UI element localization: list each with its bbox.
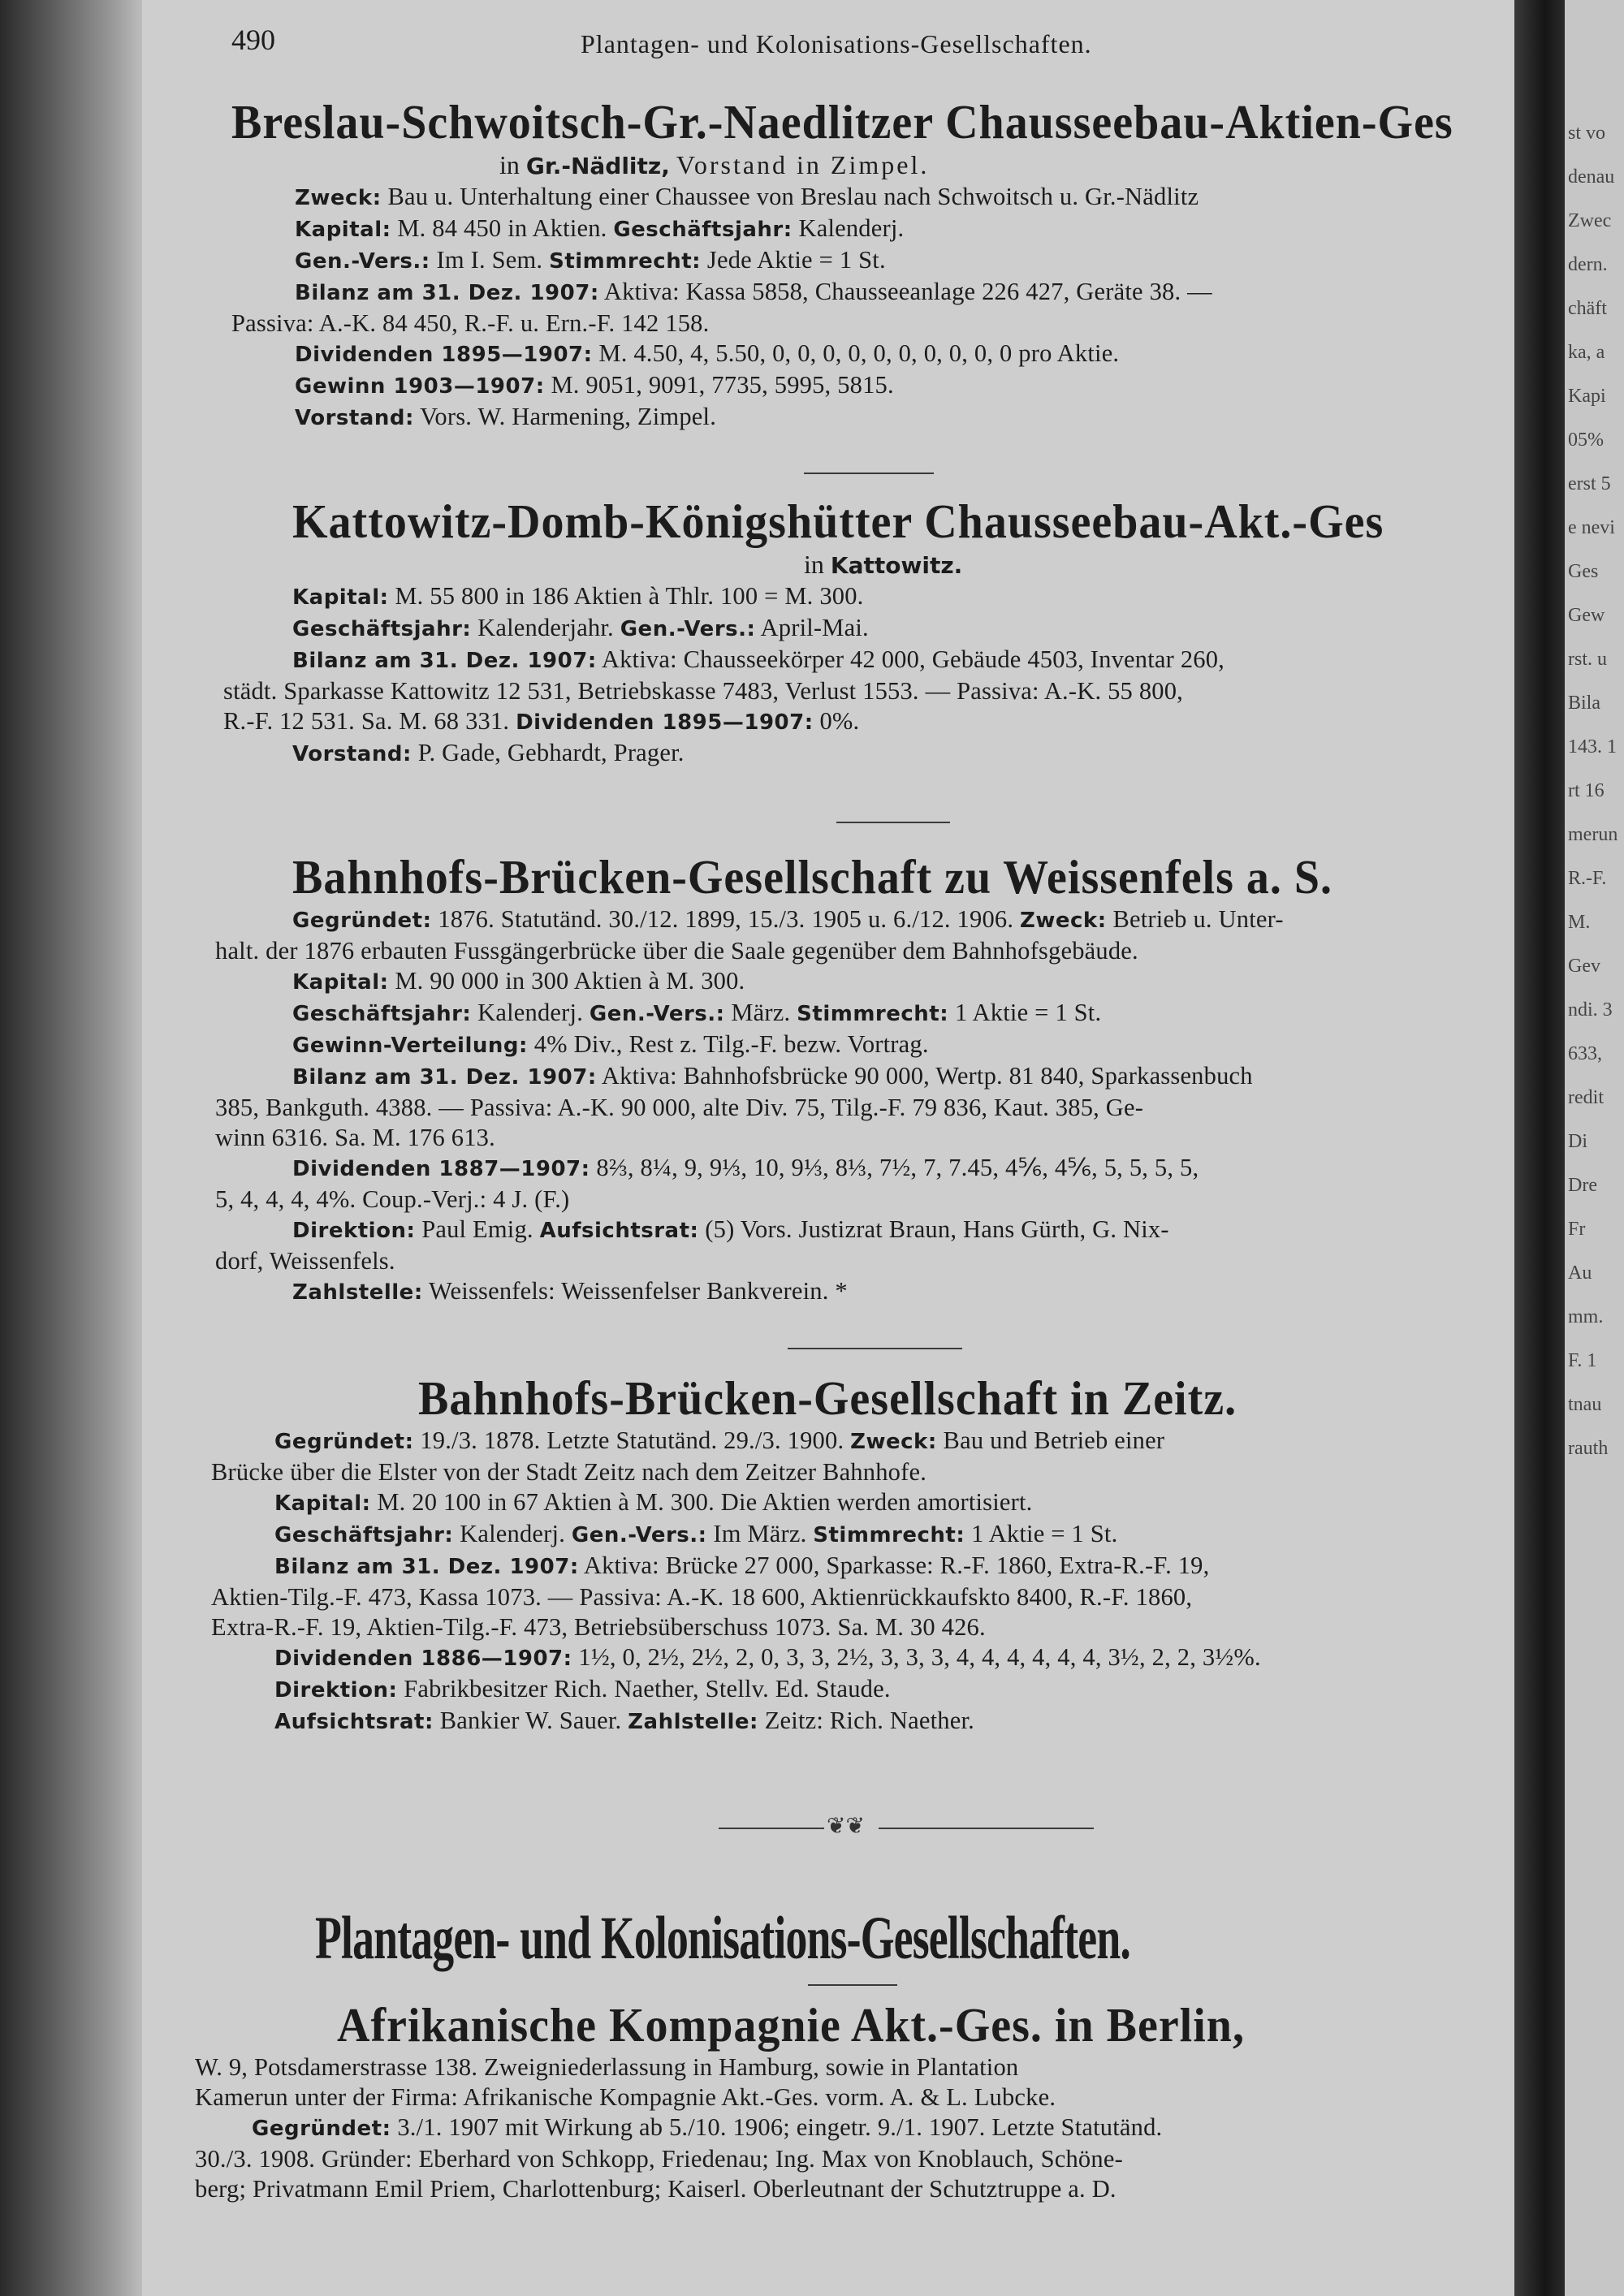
field-text: 30./3. 1908. Gründer: Eberhard von Schkopp, Friedenau; Ing. Max von Knoblauch, Schöne-: [195, 2145, 1123, 2173]
field-label: Geschäftsjahr:: [292, 1002, 472, 1026]
field-text: M. 9051, 9091, 7735, 5995, 5815.: [551, 371, 894, 399]
entry-line: [215, 936, 1624, 966]
entry-line: [274, 1426, 1624, 1457]
field-text: Im März.: [713, 1520, 807, 1547]
entry-weissenfels: [215, 851, 1624, 1308]
facing-page-text: rauth: [1568, 1438, 1609, 1459]
field-label: Aufsichtsrat:: [539, 1219, 699, 1243]
entry-location: [292, 549, 1624, 581]
field-text: Im I. Sem.: [436, 246, 543, 274]
field-label: Vorstand:: [292, 742, 412, 766]
facing-page-text: Ges: [1568, 561, 1599, 582]
facing-page-text: Kapi: [1568, 386, 1606, 407]
facing-page-text: Au: [1568, 1262, 1592, 1284]
entry-line: [223, 676, 1624, 706]
entry-line: [295, 214, 1624, 245]
facing-page-text: denau: [1568, 166, 1615, 188]
field-label: Stimmrecht:: [813, 1523, 965, 1547]
location-rest: Vorstand in Zimpel.: [676, 150, 930, 179]
entry-line: [292, 581, 1624, 613]
entry-line: [292, 738, 1624, 770]
field-text: dorf, Weissenfels.: [215, 1247, 395, 1275]
entry-line: [292, 904, 1624, 936]
entry-line: [195, 2144, 1624, 2174]
field-label: Dividenden 1895—1907:: [295, 343, 593, 367]
entry-line: [215, 1123, 1624, 1153]
field-text: M. 84 450 in Aktien.: [397, 214, 607, 242]
field-text: Fabrikbesitzer Rich. Naether, Stellv. Ed. Staude.: [404, 1675, 891, 1703]
facing-page-text: Dre: [1568, 1175, 1597, 1196]
field-text: 19./3. 1878. Letzte Statutänd. 29./3. 1900.: [420, 1426, 844, 1454]
field-label: Geschäftsjahr:: [292, 617, 472, 641]
field-label: Kapital:: [295, 218, 391, 242]
facing-page-text: redit: [1568, 1087, 1604, 1108]
field-text: M. 55 800 in 186 Aktien à Thlr. 100 = M. 300.: [395, 582, 864, 610]
field-label: Bilanz am 31. Dez. 1907:: [292, 1065, 597, 1090]
facing-page-text: Di: [1568, 1131, 1587, 1152]
facing-page-text: e nevi: [1568, 517, 1615, 538]
field-label: Gegründet:: [252, 2117, 391, 2141]
field-text: städt. Sparkasse Kattowitz 12 531, Betriebskasse 7483, Verlust 1553. — Passiva: A.-K. 55 800,: [223, 677, 1184, 705]
ornament-rule-left: [719, 1828, 824, 1829]
field-text: 1 Aktie = 1 St.: [954, 999, 1102, 1026]
field-label: Bilanz am 31. Dez. 1907:: [274, 1555, 579, 1579]
facing-page-text: ka, a: [1568, 342, 1605, 363]
field-label: Gen.-Vers.:: [571, 1523, 707, 1547]
field-label: Direktion:: [274, 1678, 398, 1703]
field-text: Bau u. Unterhaltung einer Chaussee von Breslau nach Schwoitsch u. Gr.-Nädlitz: [387, 183, 1199, 210]
entry-line: [211, 1612, 1624, 1642]
field-text: Aktiva: Brücke 27 000, Sparkasse: R.-F. 1860, Extra-R.-F. 19,: [583, 1552, 1210, 1579]
facing-page-text: Bila: [1568, 693, 1600, 714]
field-label: Gegründet:: [274, 1430, 414, 1454]
entry-line: [195, 2082, 1624, 2113]
field-label: Gen.-Vers.:: [295, 249, 430, 274]
field-label: Gewinn-Verteilung:: [292, 1034, 528, 1058]
field-label: Gen.-Vers.:: [589, 1002, 725, 1026]
divider-rule: [808, 1984, 897, 1986]
entry-breslau: [231, 96, 1624, 434]
facing-page-text: 143. 1: [1568, 736, 1617, 757]
field-text: 1876. Statutänd. 30./12. 1899, 15./3. 1905 u. 6./12. 1906.: [438, 905, 1014, 933]
field-label: Zahlstelle:: [292, 1280, 423, 1305]
facing-page-text: 05%: [1568, 429, 1604, 451]
facing-page-text: tnau: [1568, 1394, 1602, 1415]
entry-line: [292, 1276, 1624, 1308]
divider-rule: [804, 473, 934, 474]
field-text: Jede Aktie = 1 St.: [706, 246, 886, 274]
location-prefix: in: [499, 150, 520, 179]
facing-page-text: chäft: [1568, 298, 1607, 319]
section-heading: Plantagen- und Kolonisations-Gesellschaften.: [315, 1903, 1130, 1972]
field-text: 4% Div., Rest z. Tilg.-F. bezw. Vortrag.: [533, 1030, 929, 1058]
divider-rule: [836, 822, 950, 823]
entry-line: [223, 706, 1624, 738]
field-text: (5) Vors. Justizrat Braun, Hans Gürth, G. Nix-: [705, 1215, 1169, 1243]
entry-zeitz: [211, 1372, 1624, 1737]
entry-line: [295, 339, 1624, 370]
facing-page-text: merun: [1568, 824, 1618, 845]
facing-page-text: rst. u: [1568, 649, 1607, 670]
entry-body: [231, 182, 1624, 434]
entry-title: Kattowitz-Domb-Königshütter Chausseebau-Akt.-Ges: [292, 495, 1384, 549]
entry-line: [195, 2052, 1624, 2082]
field-text: M. 90 000 in 300 Aktien à M. 300.: [395, 967, 745, 995]
entry-line: [292, 998, 1624, 1029]
field-text: 3./1. 1907 mit Wirkung ab 5./10. 1906; eingetr. 9./1. 1907. Letzte Statutänd.: [397, 2113, 1163, 2141]
field-label: Bilanz am 31. Dez. 1907:: [295, 281, 599, 305]
field-text: berg; Privatmann Emil Priem, Charlottenburg; Kaiserl. Oberleutnant der Schutztruppe a. D.: [195, 2175, 1116, 2203]
entry-line: [292, 1029, 1624, 1061]
entry-line: [211, 1457, 1624, 1487]
field-text: W. 9, Potsdamerstrasse 138. Zweigniederlassung in Hamburg, sowie in Plantation: [195, 2053, 1019, 2081]
ornament-rule-right: [879, 1828, 1094, 1829]
entry-line: [274, 1674, 1624, 1706]
field-label: Gen.-Vers.:: [620, 617, 756, 641]
field-label: Aufsichtsrat:: [274, 1710, 434, 1734]
field-label: Vorstand:: [295, 406, 414, 430]
field-text: Weissenfels: Weissenfelser Bankverein. *: [429, 1277, 848, 1305]
field-text: Bankier W. Sauer.: [439, 1707, 622, 1734]
field-label: Gegründet:: [292, 908, 432, 933]
facing-page-text: dern.: [1568, 254, 1608, 275]
field-label: Geschäftsjahr:: [274, 1523, 454, 1547]
facing-page-text: rt 16: [1568, 780, 1605, 801]
entry-line: [252, 2113, 1624, 2144]
field-text: winn 6316. Sa. M. 176 613.: [215, 1124, 495, 1151]
ornament-icon: ❦❦: [827, 1812, 865, 1839]
field-label: Stimmrecht:: [549, 249, 702, 274]
field-label: Direktion:: [292, 1219, 416, 1243]
entry-line: [292, 645, 1624, 676]
entry-body: [215, 904, 1624, 1308]
facing-page-text: Gev: [1568, 956, 1600, 977]
field-text: Aktiva: Kassa 5858, Chausseeanlage 226 427, Geräte 38. —: [603, 278, 1212, 305]
field-text: April-Mai.: [760, 614, 869, 641]
field-text: Kalenderj.: [460, 1520, 566, 1547]
field-text: Aktiva: Chausseekörper 42 000, Gebäude 4503, Inventar 260,: [601, 645, 1225, 673]
field-text: R.-F. 12 531. Sa. M. 68 331.: [223, 707, 510, 735]
entry-body: [211, 1426, 1624, 1737]
field-text: Aktien-Tilg.-F. 473, Kassa 1073. — Passiva: A.-K. 18 600, Aktienrückkaufskto 8400, R.-F. 1860,: [211, 1583, 1193, 1611]
field-label: Kapital:: [274, 1491, 371, 1516]
field-label: Bilanz am 31. Dez. 1907:: [292, 649, 597, 673]
field-label: Kapital:: [292, 970, 389, 995]
field-text: 1 Aktie = 1 St.: [971, 1520, 1118, 1547]
field-text: 0%.: [819, 707, 860, 735]
entry-line: [295, 370, 1624, 402]
field-label: Dividenden 1887—1907:: [292, 1157, 590, 1181]
field-text: Aktiva: Bahnhofsbrücke 90 000, Wertp. 81 840, Sparkassenbuch: [601, 1062, 1253, 1090]
field-text: Kalenderjahr.: [477, 614, 614, 641]
entry-line: [215, 1093, 1624, 1123]
facing-page-text: 633,: [1568, 1043, 1602, 1064]
entry-line: [295, 277, 1624, 309]
field-text: P. Gade, Gebhardt, Prager.: [417, 739, 685, 766]
entry-line: [274, 1706, 1624, 1737]
field-text: Passiva: A.-K. 84 450, R.-F. u. Ern.-F. 142 158.: [231, 309, 710, 337]
field-label: Zweck:: [1020, 908, 1107, 933]
location-prefix: in: [804, 550, 824, 579]
entry-title: Bahnhofs-Brücken-Gesellschaft in Zeitz.: [418, 1372, 1237, 1426]
entry-kattowitz: [223, 495, 1624, 770]
field-text: 5, 4, 4, 4, 4%. Coup.-Verj.: 4 J. (F.): [215, 1185, 570, 1213]
entry-line: [295, 402, 1624, 434]
facing-page-text: Gew: [1568, 605, 1605, 626]
entry-line: [274, 1551, 1624, 1582]
field-label: Geschäftsjahr:: [613, 218, 793, 242]
entry-line: [195, 2174, 1624, 2204]
field-text: 385, Bankguth. 4388. — Passiva: A.-K. 90 000, alte Div. 75, Tilg.-F. 79 836, Kaut. 385, Ge-: [215, 1094, 1144, 1121]
field-text: Paul Emig.: [421, 1215, 533, 1243]
field-text: Zeitz: Rich. Naether.: [764, 1707, 974, 1734]
field-label: Dividenden 1895—1907:: [516, 710, 814, 735]
field-label: Zweck:: [850, 1430, 937, 1454]
entry-line: [274, 1519, 1624, 1551]
entry-line: [295, 182, 1624, 214]
field-text: Vors. W. Harmening, Zimpel.: [420, 403, 717, 430]
field-label: Gewinn 1903—1907:: [295, 374, 545, 399]
field-text: Betrieb u. Unter-: [1112, 905, 1284, 933]
field-text: Kalenderj.: [477, 999, 584, 1026]
facing-page-text: ndi. 3: [1568, 999, 1613, 1021]
entry-line: [215, 1246, 1624, 1276]
field-text: 1½, 0, 2½, 2½, 2, 0, 3, 3, 2½, 3, 3, 3, 4, 4, 4, 4, 4, 4, 3½, 2, 2, 3½%.: [578, 1643, 1261, 1671]
location-place: Kattowitz.: [830, 552, 963, 579]
entry-line: [292, 1153, 1624, 1185]
field-text: M. 4.50, 4, 5.50, 0, 0, 0, 0, 0, 0, 0, 0, 0, 0 pro Aktie.: [598, 339, 1120, 367]
entry-location: [231, 149, 1624, 182]
facing-page-text: mm.: [1568, 1306, 1604, 1327]
entry-body: [195, 2052, 1624, 2204]
facing-page-text: R.-F.: [1568, 868, 1607, 889]
facing-page-text: M.: [1568, 912, 1591, 933]
entry-title: Breslau-Schwoitsch-Gr.-Naedlitzer Chausseebau-Aktien-Ges: [231, 96, 1453, 149]
field-text: März.: [731, 999, 791, 1026]
location-place: Gr.-Nädlitz,: [525, 153, 670, 179]
entry-line: [295, 245, 1624, 277]
field-text: 8⅔, 8¼, 9, 9⅓, 10, 9⅓, 8⅓, 7½, 7, 7.45, 4⅚, 4⅚, 5, 5, 5, 5,: [596, 1154, 1199, 1181]
entry-body: [223, 581, 1624, 770]
facing-page-text: Zwec: [1568, 210, 1612, 231]
field-text: Kamerun unter der Firma: Afrikanische Kompagnie Akt.-Ges. vorm. A. & L. Lubcke.: [195, 2083, 1056, 2111]
entry-line: [231, 309, 1624, 339]
entry-title: Afrikanische Kompagnie Akt.-Ges. in Berlin,: [337, 1999, 1245, 2052]
field-text: halt. der 1876 erbauten Fussgängerbrücke über die Saale gegenüber dem Bahnhofsgebäude.: [215, 937, 1138, 965]
entry-line: [292, 966, 1624, 998]
field-label: Zweck:: [295, 186, 382, 210]
field-label: Stimmrecht:: [797, 1002, 949, 1026]
facing-page-text: st vo: [1568, 123, 1606, 144]
divider-rule: [788, 1348, 962, 1349]
entry-line: [215, 1185, 1624, 1215]
facing-page-text: erst 5: [1568, 473, 1611, 494]
entry-line: [292, 1061, 1624, 1093]
running-title: Plantagen- und Kolonisations-Gesellschaften.: [581, 29, 1092, 58]
entry-line: [292, 613, 1624, 645]
entry-line: [274, 1487, 1624, 1519]
facing-page-text: F. 1: [1568, 1350, 1597, 1371]
entry-line: [274, 1642, 1624, 1674]
facing-page-text: Fr: [1568, 1219, 1586, 1240]
page-number: 490: [231, 24, 275, 56]
field-text: Extra-R.-F. 19, Aktien-Tilg.-F. 473, Betriebsüberschuss 1073. Sa. M. 30 426.: [211, 1613, 986, 1641]
field-text: M. 20 100 in 67 Aktien à M. 300. Die Aktien werden amortisiert.: [377, 1488, 1033, 1516]
field-text: Kalenderj.: [798, 214, 905, 242]
field-label: Dividenden 1886—1907:: [274, 1646, 572, 1671]
entry-afrikanische: [195, 1999, 1624, 2204]
field-text: Brücke über die Elster von der Stadt Zeitz nach dem Zeitzer Bahnhofe.: [211, 1458, 927, 1486]
field-label: Kapital:: [292, 585, 389, 610]
entry-line: [211, 1582, 1624, 1612]
field-label: Zahlstelle:: [628, 1710, 758, 1734]
entry-title: Bahnhofs-Brücken-Gesellschaft zu Weissenfels a. S.: [292, 851, 1333, 904]
field-text: Bau und Betrieb einer: [943, 1426, 1165, 1454]
entry-line: [292, 1215, 1624, 1246]
